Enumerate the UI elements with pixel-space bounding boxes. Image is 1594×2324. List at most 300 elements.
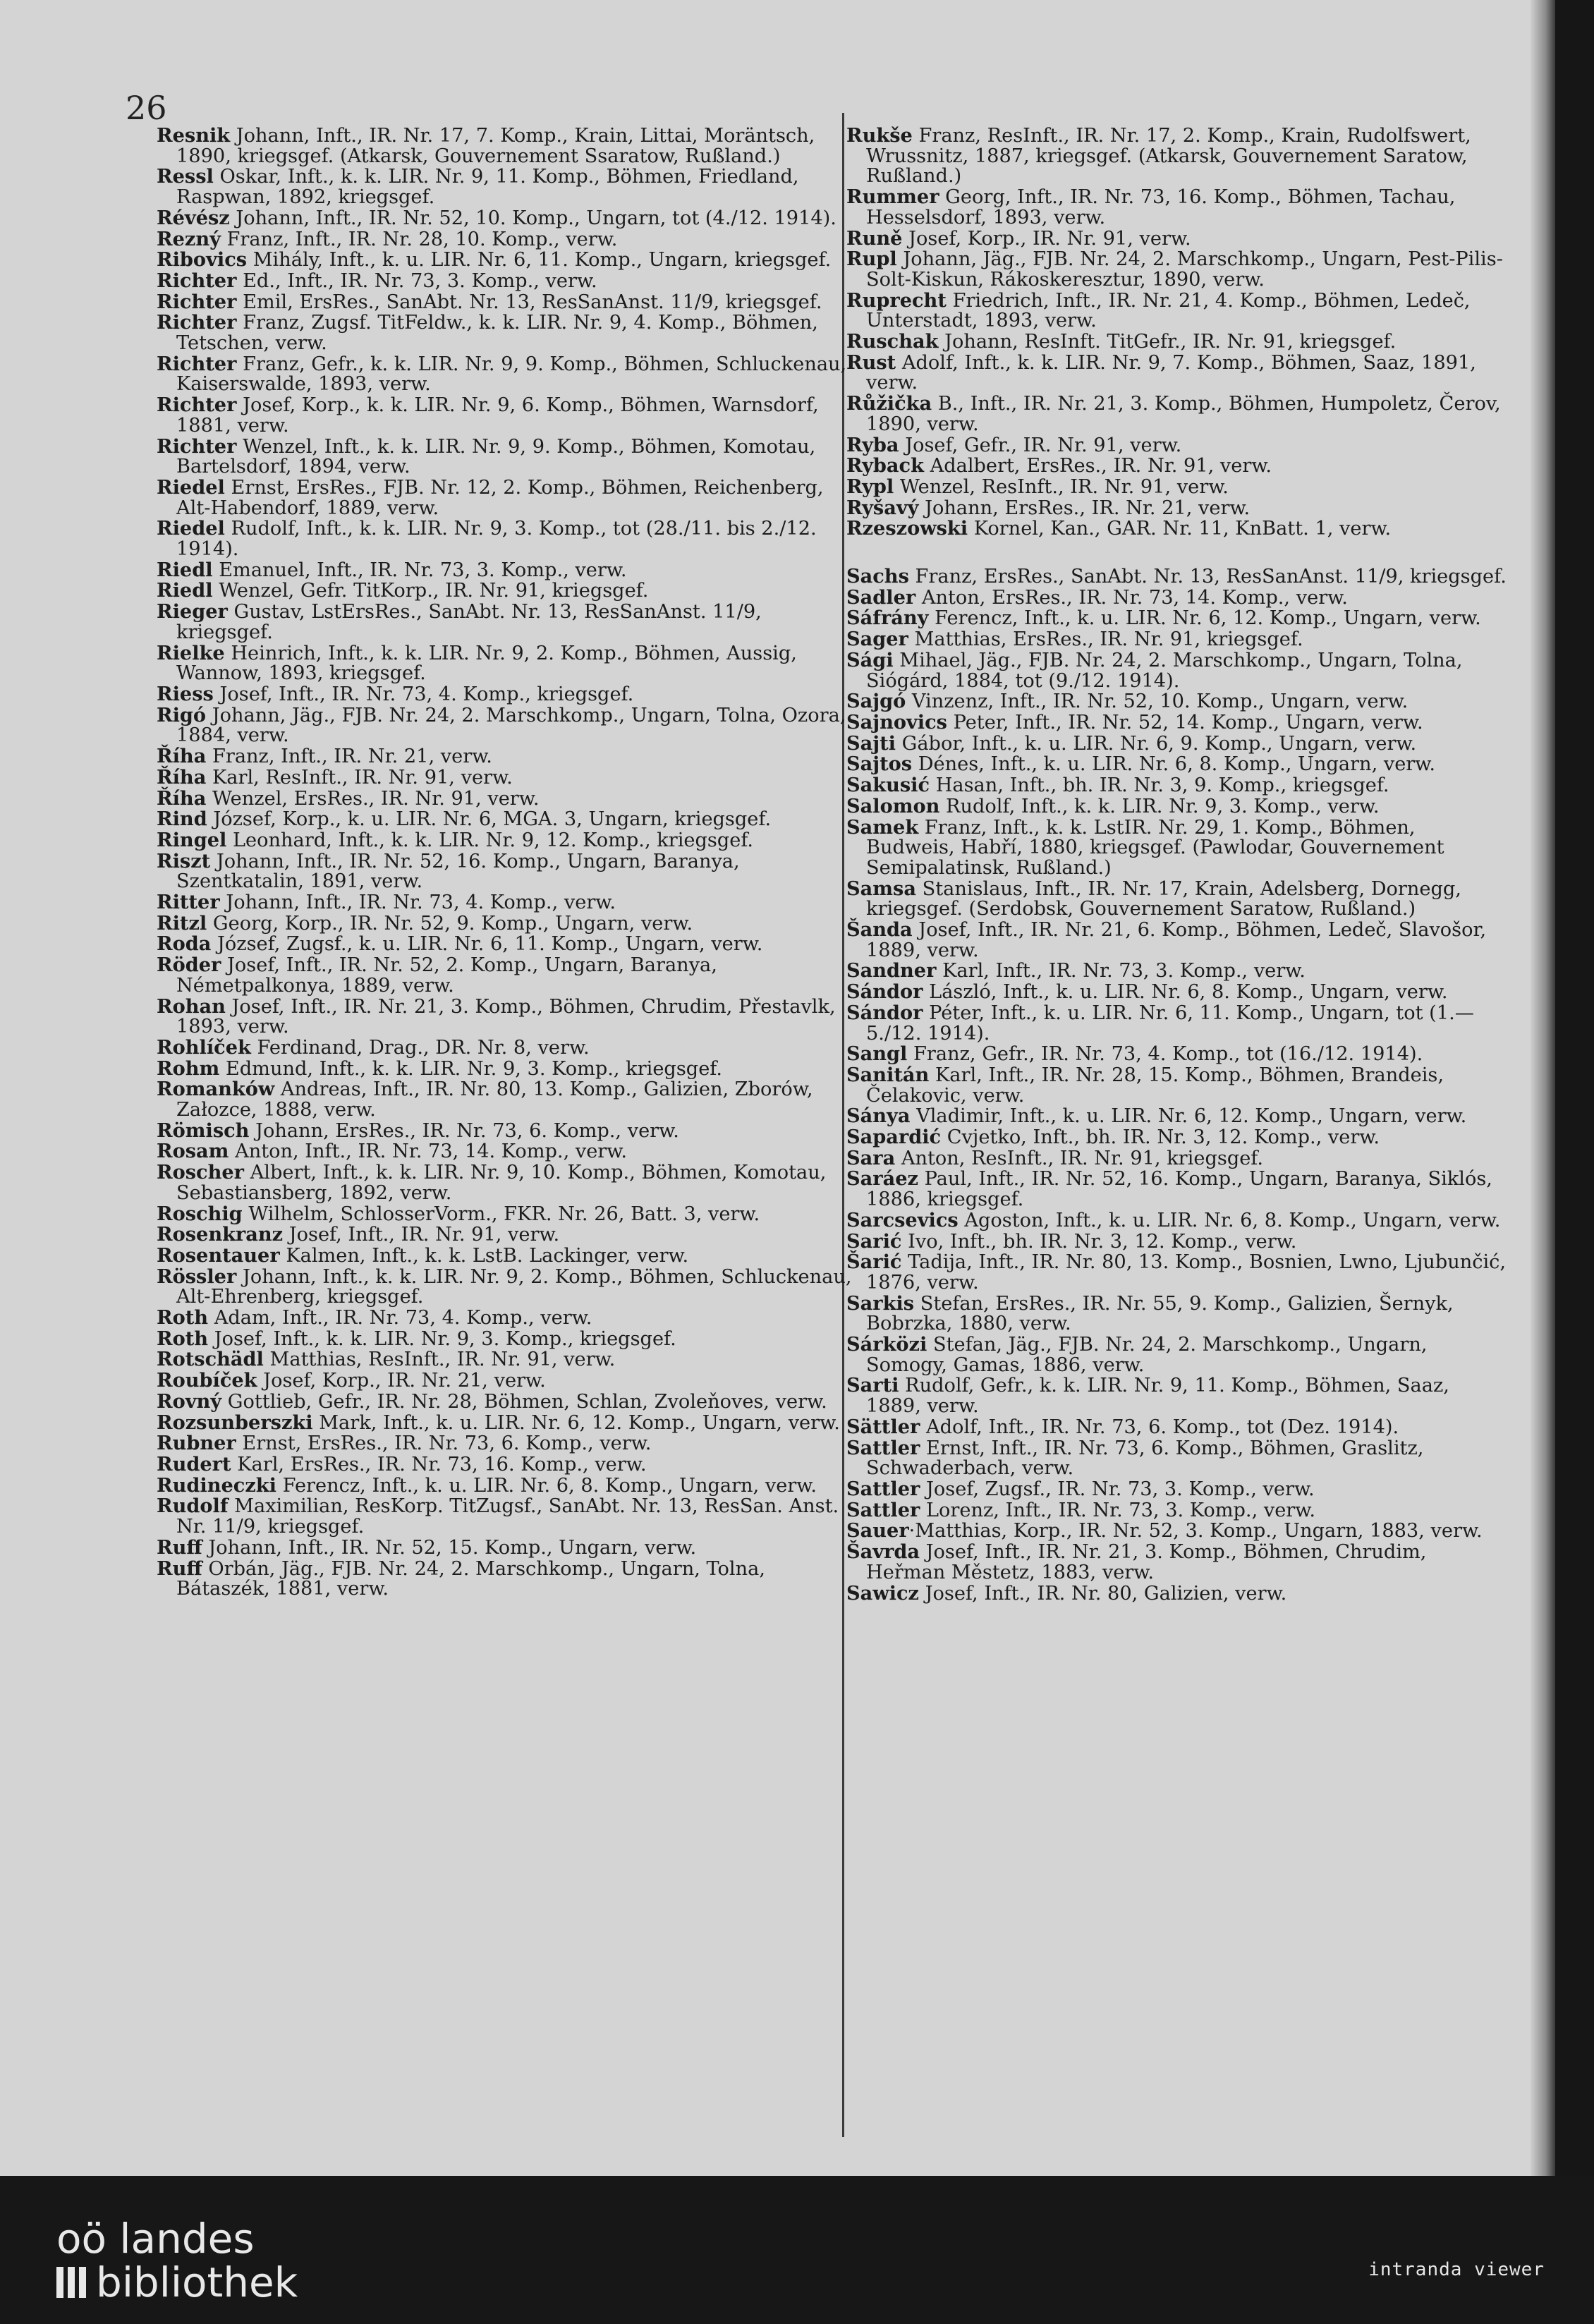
entry-text: Wenzel, Gefr. TitKorp., IR. Nr. 91, kriegsgef. — [212, 580, 649, 602]
entry-name: Ruschak — [846, 330, 939, 353]
entry-name: Sapardić — [846, 1126, 942, 1149]
entry-name: Rypl — [846, 475, 894, 498]
entry — [846, 1231, 1509, 1253]
entry-text: Johann, Jäg., FJB. Nr. 24, 2. Marschkomp., Ungarn, Tolna, Ozora, 1884, verw. — [176, 704, 846, 747]
entry-text: Gábor, Inft., k. u. LIR. Nr. 6, 9. Komp., Ungarn, verw. — [895, 732, 1417, 755]
entry — [846, 1003, 1509, 1044]
entry-text: Johann, ResInft. TitGefr., IR. Nr. 91, kriegsgef. — [938, 331, 1397, 353]
entry — [157, 1473, 862, 1497]
entry-name: Révész — [157, 206, 230, 229]
entry — [846, 608, 1509, 629]
entry-name: Sager — [846, 628, 908, 651]
entry-name: Šarić — [846, 1251, 902, 1274]
entry-text: Franz, Gefr., k. k. LIR. Nr. 9, 9. Komp., Böhmen, Schluckenau, Kaiserswalde, 1893, verw. — [176, 353, 847, 396]
entry — [157, 892, 862, 913]
entry-name: Rosam — [157, 1140, 229, 1163]
entry-name: Rieger — [157, 600, 228, 623]
entry — [157, 746, 862, 767]
entry-name: Roth — [157, 1327, 209, 1350]
entry — [157, 934, 862, 955]
entry — [846, 712, 1509, 734]
entry-name: Rupl — [846, 248, 897, 271]
entry-name: Šavrda — [846, 1540, 920, 1564]
entry — [157, 955, 862, 996]
entry-text: Mihály, Inft., k. u. LIR. Nr. 6, 11. Komp., Ungarn, kriegsgef. — [247, 249, 832, 272]
entry-name: Rosentauer — [157, 1243, 280, 1267]
entry-name: Richter — [157, 269, 237, 292]
logo-bars-icon — [56, 2267, 87, 2298]
entry — [157, 767, 862, 789]
entry — [846, 1252, 1509, 1293]
entry-name: Sajtos — [846, 753, 913, 776]
entry — [157, 1370, 862, 1392]
entry-text: Dénes, Inft., k. u. LIR. Nr. 6, 8. Komp., Ungarn, verw. — [912, 753, 1435, 776]
entry-name: Rielke — [157, 641, 225, 664]
entry-text: Stanislaus, Inft., IR. Nr. 17, Krain, Adelsberg, Dornegg, kriegsgef. (Serdobsk, Gouvernement Saratow, Rußland.) — [866, 877, 1461, 920]
entry-name: Sajti — [846, 731, 896, 755]
entry — [157, 1059, 862, 1080]
entry-text: Josef, Korp., IR. Nr. 21, verw. — [257, 1370, 546, 1392]
entry — [157, 705, 862, 746]
entry — [157, 208, 862, 229]
entry — [846, 879, 1509, 920]
entry-text: Anton, Inft., IR. Nr. 73, 14. Komp., verw. — [229, 1140, 627, 1163]
entry-text: Albert, Inft., k. k. LIR. Nr. 9, 10. Komp., Böhmen, Komotau, Sebastiansberg, 1892, verw. — [176, 1162, 827, 1204]
entry-text: Péter, Inft., k. u. LIR. Nr. 6, 11. Komp., Ungarn, tot (1.—5./12. 1914). — [866, 1002, 1474, 1045]
entry-text: Josef, Inft., IR. Nr. 91, verw. — [283, 1224, 560, 1246]
entry — [846, 1148, 1509, 1169]
entry-text: Emil, ErsRes., SanAbt. Nr. 13, ResSanAnst. 11/9, kriegsgef. — [236, 291, 822, 313]
entry — [846, 1500, 1509, 1521]
entry — [157, 1389, 862, 1413]
entry-text: Stefan, ErsRes., IR. Nr. 55, 9. Komp., Galizien, Šernyk, Bobrzka, 1880, verw. — [866, 1292, 1454, 1335]
entry — [846, 796, 1509, 817]
page-number: 26 — [126, 89, 167, 127]
entry — [846, 961, 1509, 982]
entry — [157, 1308, 862, 1329]
entry-name: Röder — [157, 954, 221, 977]
entry-name: Sarti — [846, 1374, 899, 1397]
entry-text: Anton, ResInft., IR. Nr. 91, kriegsgef. — [895, 1147, 1264, 1169]
entry-name: Ribovics — [157, 248, 248, 272]
entry-text: Kornel, Kan., GAR. Nr. 11, KnBatt. 1, verw. — [968, 518, 1392, 540]
entry — [846, 249, 1509, 290]
entry — [157, 126, 862, 166]
entry-text: Gustav, LstErsRes., SanAbt. Nr. 13, ResSanAnst. 11/9, kriegsgef. — [176, 601, 762, 643]
entry-text: Johann, Inft., IR. Nr. 52, 15. Komp., Ungarn, verw. — [202, 1536, 697, 1559]
entry — [846, 817, 1509, 879]
entry-name: Rezný — [157, 227, 221, 250]
entry-text: Anton, ErsRes., IR. Nr. 73, 14. Komp., verw. — [915, 586, 1348, 609]
entry-name: Ruff — [157, 1557, 202, 1580]
entry-name: Roth — [157, 1306, 209, 1330]
entry — [157, 1162, 862, 1203]
entry-text: Matthias, ResInft., IR. Nr. 91, verw. — [263, 1349, 616, 1371]
entry-name: Sauer — [846, 1519, 909, 1543]
entry-text: Edmund, Inft., k. k. LIR. Nr. 9, 3. Komp., kriegsgef. — [219, 1057, 723, 1080]
entry-name: Sarić — [846, 1229, 902, 1253]
entry-name: Ryback — [846, 454, 924, 477]
entry-name: Ruff — [157, 1535, 202, 1559]
entry-text: Josef, Inft., IR. Nr. 73, 4. Komp., kriegsgef. — [213, 683, 634, 705]
entry — [846, 187, 1509, 228]
entry — [157, 643, 862, 684]
entry — [157, 312, 862, 353]
entry-name: Ruprecht — [846, 288, 947, 312]
entry — [157, 1535, 862, 1559]
entry-name: Šanda — [846, 918, 913, 942]
entry — [846, 1542, 1509, 1583]
entry-text: Stefan, Jäg., FJB. Nr. 24, 2. Marschkomp., Ungarn, Somogy, Gamas, 1886, verw. — [866, 1334, 1428, 1376]
entry — [846, 691, 1509, 712]
entry-text: Josef, Zugsf., IR. Nr. 73, 3. Komp., verw. — [920, 1478, 1315, 1500]
entry-text: Ivo, Inft., bh. IR. Nr. 3, 12. Komp., verw. — [901, 1230, 1297, 1253]
entry — [157, 602, 862, 643]
entry-name: Römisch — [157, 1119, 250, 1142]
page-edge — [1531, 0, 1555, 2176]
entry-text: Ferencz, Inft., k. u. LIR. Nr. 6, 12. Komp., Ungarn, verw. — [928, 607, 1481, 630]
entry — [846, 629, 1509, 650]
entry-text: Johann, Inft., IR. Nr. 73, 4. Komp., verw. — [219, 892, 616, 914]
library-logo[interactable] — [56, 2217, 298, 2304]
entry-name: Sattler — [846, 1478, 920, 1500]
entry — [157, 434, 862, 478]
entry — [846, 1375, 1509, 1416]
entry — [157, 851, 862, 892]
entry — [157, 684, 862, 705]
entry — [846, 1044, 1509, 1065]
entry-text: Georg, Inft., IR. Nr. 73, 16. Komp., Böhmen, Tachau, Hesselsdorf, 1893, verw. — [866, 186, 1456, 229]
entry — [846, 477, 1509, 498]
left-column — [157, 126, 862, 1600]
entry-name: Růžička — [846, 392, 932, 415]
entry-text: Paul, Inft., IR. Nr. 52, 16. Komp., Ungarn, Baranya, Siklós, 1886, kriegsgef. — [866, 1168, 1492, 1211]
entry-text: Rudolf, Inft., k. k. LIR. Nr. 9, 3. Komp., verw. — [939, 795, 1380, 817]
entry-name: Roscher — [157, 1161, 244, 1184]
entry-text: Emanuel, Inft., IR. Nr. 73, 3. Komp., verw. — [212, 559, 627, 581]
entry-name: Rosenkranz — [157, 1223, 284, 1246]
entry-text: Franz, Inft., IR. Nr. 28, 10. Komp., verw. — [220, 228, 618, 250]
viewer-label: intranda viewer — [1368, 2259, 1545, 2280]
entry — [846, 1210, 1509, 1231]
entry-text: Adolf, Inft., k. k. LIR. Nr. 9, 7. Komp., Böhmen, Saaz, 1891, verw. — [866, 351, 1476, 394]
entry-text: Wenzel, ResInft., IR. Nr. 91, verw. — [894, 475, 1229, 498]
entry-text: Ernst, ErsRes., FJB. Nr. 12, 2. Komp., Böhmen, Reichenberg, Alt-Habendorf, 1889, verw. — [176, 476, 824, 519]
entry-name: Říha — [157, 786, 207, 810]
entry-text: Wilhelm, SchlosserVorm., FKR. Nr. 26, Batt. 3, verw. — [242, 1203, 760, 1225]
entry — [846, 1479, 1509, 1500]
entry-name: Richter — [157, 290, 237, 313]
entry-text: Johann, Inft., k. k. LIR. Nr. 9, 2. Komp., Böhmen, Schluckenau, Alt-Ehrenberg, kriegsgef. — [176, 1265, 852, 1308]
entry-text: Georg, Korp., IR. Nr. 52, 9. Komp., Ungarn, verw. — [207, 912, 693, 935]
entry — [157, 1204, 862, 1225]
entry-name: Rubner — [157, 1432, 236, 1455]
entry — [157, 1559, 862, 1600]
entry-text: László, Inft., k. u. LIR. Nr. 6, 8. Komp., Ungarn, verw. — [923, 981, 1448, 1004]
entry-name: Sarcsevics — [846, 1208, 959, 1231]
entry — [846, 775, 1509, 796]
entry-text: Karl, Inft., IR. Nr. 73, 3. Komp., verw. — [936, 960, 1306, 982]
entry-text: Adolf, Inft., IR. Nr. 73, 6. Komp., tot (Dez. 1914). — [920, 1416, 1399, 1438]
entry-text: Lorenz, Inft., IR. Nr. 73, 3. Komp., verw. — [920, 1499, 1315, 1521]
entry — [157, 1141, 862, 1162]
entry — [157, 271, 862, 292]
entry-text: Josef, Korp., k. k. LIR. Nr. 9, 6. Komp., Böhmen, Warnsdorf, 1881, verw. — [176, 394, 819, 437]
entry-name: Saráez — [846, 1167, 918, 1191]
entry-name: Sadler — [846, 585, 916, 609]
entry-text: József, Zugsf., k. u. LIR. Nr. 6, 11. Komp., Ungarn, verw. — [211, 933, 763, 956]
entry-text: ·Matthias, Korp., IR. Nr. 52, 3. Komp., Ungarn, 1883, verw. — [908, 1520, 1483, 1543]
entry — [157, 1454, 862, 1476]
entry-text: Rudolf, Gefr., k. k. LIR. Nr. 9, 11. Komp., Böhmen, Saaz, 1889, verw. — [866, 1375, 1449, 1418]
entry-text: Franz, ResInft., IR. Nr. 17, 2. Komp., Krain, Rudolfswert, Wrussnitz, 1887, kriegsgef. (Atkarsk, Gouvernement Saratow, Rußland.) — [866, 125, 1471, 188]
entry-name: Richter — [157, 394, 237, 417]
entry-name: Samsa — [846, 877, 916, 900]
entry-name: Rind — [157, 808, 207, 831]
section-gap — [846, 540, 1509, 566]
entry — [157, 1433, 862, 1454]
entry — [846, 498, 1509, 519]
entry — [157, 1035, 862, 1059]
entry — [846, 650, 1509, 691]
entry-name: Rohm — [157, 1057, 220, 1080]
entry-text: Ed., Inft., IR. Nr. 73, 3. Komp., verw. — [236, 269, 597, 292]
entry-name: Roubíček — [157, 1369, 257, 1392]
entry — [157, 250, 862, 271]
entry-text: Josef, Inft., IR. Nr. 21, 6. Komp., Böhmen, Ledeč, Slavošor, 1889, verw. — [866, 919, 1487, 961]
entry-name: Samek — [846, 815, 919, 839]
entry — [846, 394, 1509, 434]
entry-text: Josef, Inft., IR. Nr. 80, Galizien, verw. — [918, 1582, 1287, 1605]
entry-name: Riszt — [157, 849, 211, 872]
entry — [846, 1291, 1509, 1335]
entry-name: Sattler — [846, 1436, 920, 1459]
entry-name: Sándor — [846, 980, 923, 1004]
entry-name: Sajnovics — [846, 710, 947, 734]
entry — [846, 1583, 1509, 1605]
entry-name: Sattler — [846, 1498, 920, 1521]
entry-name: Sanitán — [846, 1063, 930, 1086]
entry-name: Sara — [846, 1146, 896, 1169]
entry-name: Rotschädl — [157, 1348, 264, 1371]
entry — [157, 1329, 862, 1350]
entry — [157, 477, 862, 518]
entry-name: Runě — [846, 226, 903, 250]
entry-text: Andreas, Inft., IR. Nr. 80, 13. Komp., Galizien, Zborów, Załozce, 1888, verw. — [176, 1078, 813, 1121]
entry-text: Wenzel, Inft., k. k. LIR. Nr. 9, 9. Komp., Böhmen, Komotau, Bartelsdorf, 1894, verw. — [176, 435, 816, 478]
entry — [157, 229, 862, 250]
entry — [157, 830, 862, 851]
entry-name: Ryba — [846, 433, 899, 456]
entry-text: Rudolf, Inft., k. k. LIR. Nr. 9, 3. Komp., tot (28./11. bis 2./12. 1914). — [176, 518, 817, 561]
r-section-entries — [846, 126, 1509, 540]
s-section-entries — [846, 566, 1509, 1604]
entry-name: Rohan — [157, 994, 226, 1018]
entry-text: Matthias, ErsRes., IR. Nr. 91, kriegsgef. — [908, 628, 1303, 651]
entry — [157, 1121, 862, 1142]
entry — [157, 1243, 862, 1267]
entry — [846, 353, 1509, 394]
entry — [846, 982, 1509, 1003]
entry-text: Franz, Inft., IR. Nr. 21, verw. — [206, 746, 492, 768]
entry-text: Kalmen, Inft., k. k. LstB. Lackinger, verw. — [279, 1244, 689, 1267]
entry-text: Adalbert, ErsRes., IR. Nr. 91, verw. — [923, 455, 1272, 477]
entry-name: Sánya — [846, 1105, 911, 1128]
entry-name: Rukše — [846, 124, 913, 147]
entry-name: Riess — [157, 682, 214, 705]
entry-name: Rummer — [846, 185, 939, 209]
entry-name: Sawicz — [846, 1581, 919, 1605]
entry-text: Ernst, Inft., IR. Nr. 73, 6. Komp., Böhmen, Graslitz, Schwaderbach, verw. — [866, 1437, 1424, 1480]
entry-text: Karl, Inft., IR. Nr. 28, 15. Komp., Böhmen, Brandeis, Čelakovic, verw. — [866, 1064, 1444, 1107]
entry-name: Sachs — [846, 565, 909, 588]
entry-text: Hasan, Inft., bh. IR. Nr. 3, 9. Komp., kriegsgef. — [930, 774, 1389, 797]
entry-name: Roschig — [157, 1202, 243, 1225]
entry-text: Vladimir, Inft., k. u. LIR. Nr. 6, 12. Komp., Ungarn, verw. — [910, 1105, 1467, 1128]
entry-text: Peter, Inft., IR. Nr. 52, 14. Komp., Ungarn, verw. — [947, 711, 1423, 734]
entry-name: Ryšavý — [846, 496, 919, 519]
entry-name: Rudolf — [157, 1495, 229, 1518]
entry-text: Gottlieb, Gefr., IR. Nr. 28, Böhmen, Schlan, Zvoleňoves, verw. — [221, 1390, 827, 1413]
right-column — [846, 126, 1509, 1604]
entry-text: Josef, Gefr., IR. Nr. 91, verw. — [899, 434, 1182, 456]
entry-text: Josef, Korp., IR. Nr. 91, verw. — [902, 227, 1191, 250]
entry-text: Mark, Inft., k. u. LIR. Nr. 6, 12. Komp., Ungarn, verw. — [312, 1411, 840, 1434]
entry — [157, 994, 862, 1038]
entry-text: Karl, ErsRes., IR. Nr. 73, 16. Komp., verw. — [231, 1454, 647, 1476]
entry-name: Richter — [157, 352, 237, 375]
entry-name: Rudert — [157, 1453, 231, 1476]
entry-name: Riedl — [157, 579, 213, 602]
entry-name: Romanków — [157, 1078, 275, 1101]
entry-name: Rudineczki — [157, 1473, 276, 1497]
entry — [846, 731, 1509, 755]
entry-name: Rozsunberszki — [157, 1411, 313, 1434]
entry-name: Ritter — [157, 891, 220, 914]
entry — [157, 354, 862, 395]
entry — [846, 1065, 1509, 1106]
entry-text: József, Korp., k. u. LIR. Nr. 6, MGA. 3, Ungarn, kriegsgef. — [207, 808, 772, 831]
entry-name: Sandner — [846, 959, 937, 982]
entry-text: Maximilian, ResKorp. TitZugsf., SanAbt. Nr. 13, ResSan. Anst. Nr. 11/9, kriegsgef. — [176, 1495, 839, 1538]
entry — [846, 226, 1509, 250]
entry-text: B., Inft., IR. Nr. 21, 3. Komp., Böhmen, Humpoletz, Čerov, 1890, verw. — [866, 393, 1501, 435]
entry — [157, 1349, 862, 1370]
entry-text: Franz, ErsRes., SanAbt. Nr. 13, ResSanAnst. 11/9, kriegsgef. — [908, 566, 1507, 588]
entry — [846, 1438, 1509, 1479]
entry-name: Sarkis — [846, 1291, 915, 1315]
entry — [846, 566, 1509, 588]
entry — [846, 1127, 1509, 1148]
entry — [846, 920, 1509, 961]
entry-name: Roda — [157, 932, 212, 956]
entry-name: Ressl — [157, 165, 214, 188]
entry — [157, 1267, 862, 1308]
entry-name: Sági — [846, 648, 894, 671]
entry-text: Josef, Inft., IR. Nr. 21, 3. Komp., Böhmen, Chrudim, Přestavlk, 1893, verw. — [176, 995, 836, 1038]
entry-name: Říha — [157, 745, 207, 768]
entry-text: Ernst, ErsRes., IR. Nr. 73, 6. Komp., verw. — [236, 1432, 652, 1455]
entry — [157, 518, 862, 559]
logo-line-2: bibliothek — [96, 2258, 298, 2306]
entry-text: Oskar, Inft., k. k. LIR. Nr. 9, 11. Komp., Böhmen, Friedland, Raspwan, 1892, kriegsgef. — [176, 166, 799, 209]
entry-text: Tadija, Inft., IR. Nr. 80, 13. Komp., Bosnien, Lwno, Ljubunčić, 1876, verw. — [866, 1251, 1507, 1294]
entry-name: Richter — [157, 434, 237, 458]
entry — [157, 1079, 862, 1120]
entry-name: Říha — [157, 765, 207, 789]
entry — [846, 1417, 1509, 1438]
entry-text: Johann, Inft., IR. Nr. 52, 10. Komp., Ungarn, tot (4./12. 1914). — [229, 207, 836, 229]
entry-name: Resnik — [157, 124, 231, 147]
entry-text: Johann, Inft., IR. Nr. 17, 7. Komp., Krain, Littai, Moräntsch, 1890, kriegsgef. (Atkarsk, Gouvernement Ssaratow, Rußland.) — [176, 125, 815, 167]
entry — [846, 1169, 1509, 1210]
entry-text: Johann, Inft., IR. Nr. 52, 16. Komp., Ungarn, Baranya, Szentkatalin, 1891, verw. — [176, 850, 740, 893]
entry-text: Johann, Jäg., FJB. Nr. 24, 2. Marschkomp., Ungarn, Pest-Pilis-Solt-Kiskun, Rákoskeresztur, 1890, verw. — [866, 248, 1503, 291]
entry-name: Sangl — [846, 1042, 908, 1066]
entry — [157, 913, 862, 935]
entry-text: Friedrich, Inft., IR. Nr. 21, 4. Komp., Böhmen, Ledeč, Unterstadt, 1893, verw. — [866, 289, 1471, 332]
entry-name: Ritzl — [157, 911, 207, 935]
entry-name: Sakusić — [846, 774, 930, 797]
entry-text: Adam, Inft., IR. Nr. 73, 4. Komp., verw. — [208, 1307, 592, 1330]
entry-text: Vinzenz, Inft., IR. Nr. 52, 10. Komp., Ungarn, verw. — [906, 690, 1409, 713]
entry — [846, 456, 1509, 477]
logo-line-1: oö landes — [56, 2215, 255, 2263]
entry-name: Sándor — [846, 1001, 923, 1024]
entry-name: Richter — [157, 311, 237, 334]
entry — [157, 786, 862, 810]
entry-name: Rössler — [157, 1265, 237, 1288]
entry-text: Josef, Inft., IR. Nr. 52, 2. Komp., Ungarn, Baranya, Németpalkonya, 1889, verw. — [176, 954, 717, 997]
entry-text: Josef, Inft., k. k. LIR. Nr. 9, 3. Komp., kriegsgef. — [208, 1327, 676, 1350]
entry-name: Rust — [846, 351, 896, 374]
entry-name: Rigó — [157, 703, 207, 726]
entry-text: Heinrich, Inft., k. k. LIR. Nr. 9, 2. Komp., Böhmen, Aussig, Wannow, 1893, kriegsgef. — [176, 642, 797, 685]
entry-name: Riedel — [157, 475, 225, 499]
entry — [846, 518, 1509, 540]
entry-text: Ferencz, Inft., k. u. LIR. Nr. 6, 8. Komp., Ungarn, verw. — [276, 1474, 817, 1497]
entry-text: Franz, Inft., k. k. LstIR. Nr. 29, 1. Komp., Böhmen, Budweis, Habří, 1880, kriegsgef. (Pawlodar, Gouvernement Semipalatinsk, Rußland.) — [866, 816, 1444, 879]
entry — [157, 1496, 862, 1537]
entry-name: Riedel — [157, 517, 225, 540]
entry-text: Wenzel, ErsRes., IR. Nr. 91, verw. — [206, 787, 540, 810]
entry-name: Rohlíček — [157, 1035, 251, 1059]
entry-name: Sárközi — [846, 1333, 927, 1356]
entry — [157, 580, 862, 602]
entry-name: Rzeszowski — [846, 517, 968, 540]
entry-name: Sajgó — [846, 690, 906, 713]
entry — [157, 395, 862, 436]
entry-name: Rovný — [157, 1389, 222, 1413]
entry-text: Karl, ResInft., IR. Nr. 91, verw. — [206, 766, 513, 789]
entry — [846, 288, 1509, 332]
entry-text: Agoston, Inft., k. u. LIR. Nr. 6, 8. Komp., Ungarn, verw. — [958, 1209, 1501, 1231]
entry — [846, 331, 1509, 353]
entry-text: Franz, Zugsf. TitFeldw., k. k. LIR. Nr. 9, 4. Komp., Böhmen, Tetschen, verw. — [176, 312, 818, 355]
entry — [846, 1521, 1509, 1542]
entry-text: Johann, ErsRes., IR. Nr. 73, 6. Komp., verw. — [249, 1119, 679, 1142]
entry-text: Johann, ErsRes., IR. Nr. 21, verw. — [918, 497, 1251, 519]
entry-text: Josef, Inft., IR. Nr. 21, 3. Komp., Böhmen, Chrudim, Heřman Městetz, 1883, verw. — [866, 1541, 1427, 1583]
entry — [846, 754, 1509, 775]
entry — [846, 1106, 1509, 1127]
entry-text: Ferdinand, Drag., DR. Nr. 8, verw. — [250, 1036, 590, 1059]
entry-text: Mihael, Jäg., FJB. Nr. 24, 2. Marschkomp., Ungarn, Tolna, Siógárd, 1884, tot (9./12. 1914). — [866, 649, 1463, 692]
entry-name: Salomon — [846, 794, 940, 817]
entry — [846, 435, 1509, 456]
entry — [157, 1413, 862, 1434]
entry-text: Leonhard, Inft., k. k. LIR. Nr. 9, 12. Komp., kriegsgef. — [226, 829, 754, 851]
